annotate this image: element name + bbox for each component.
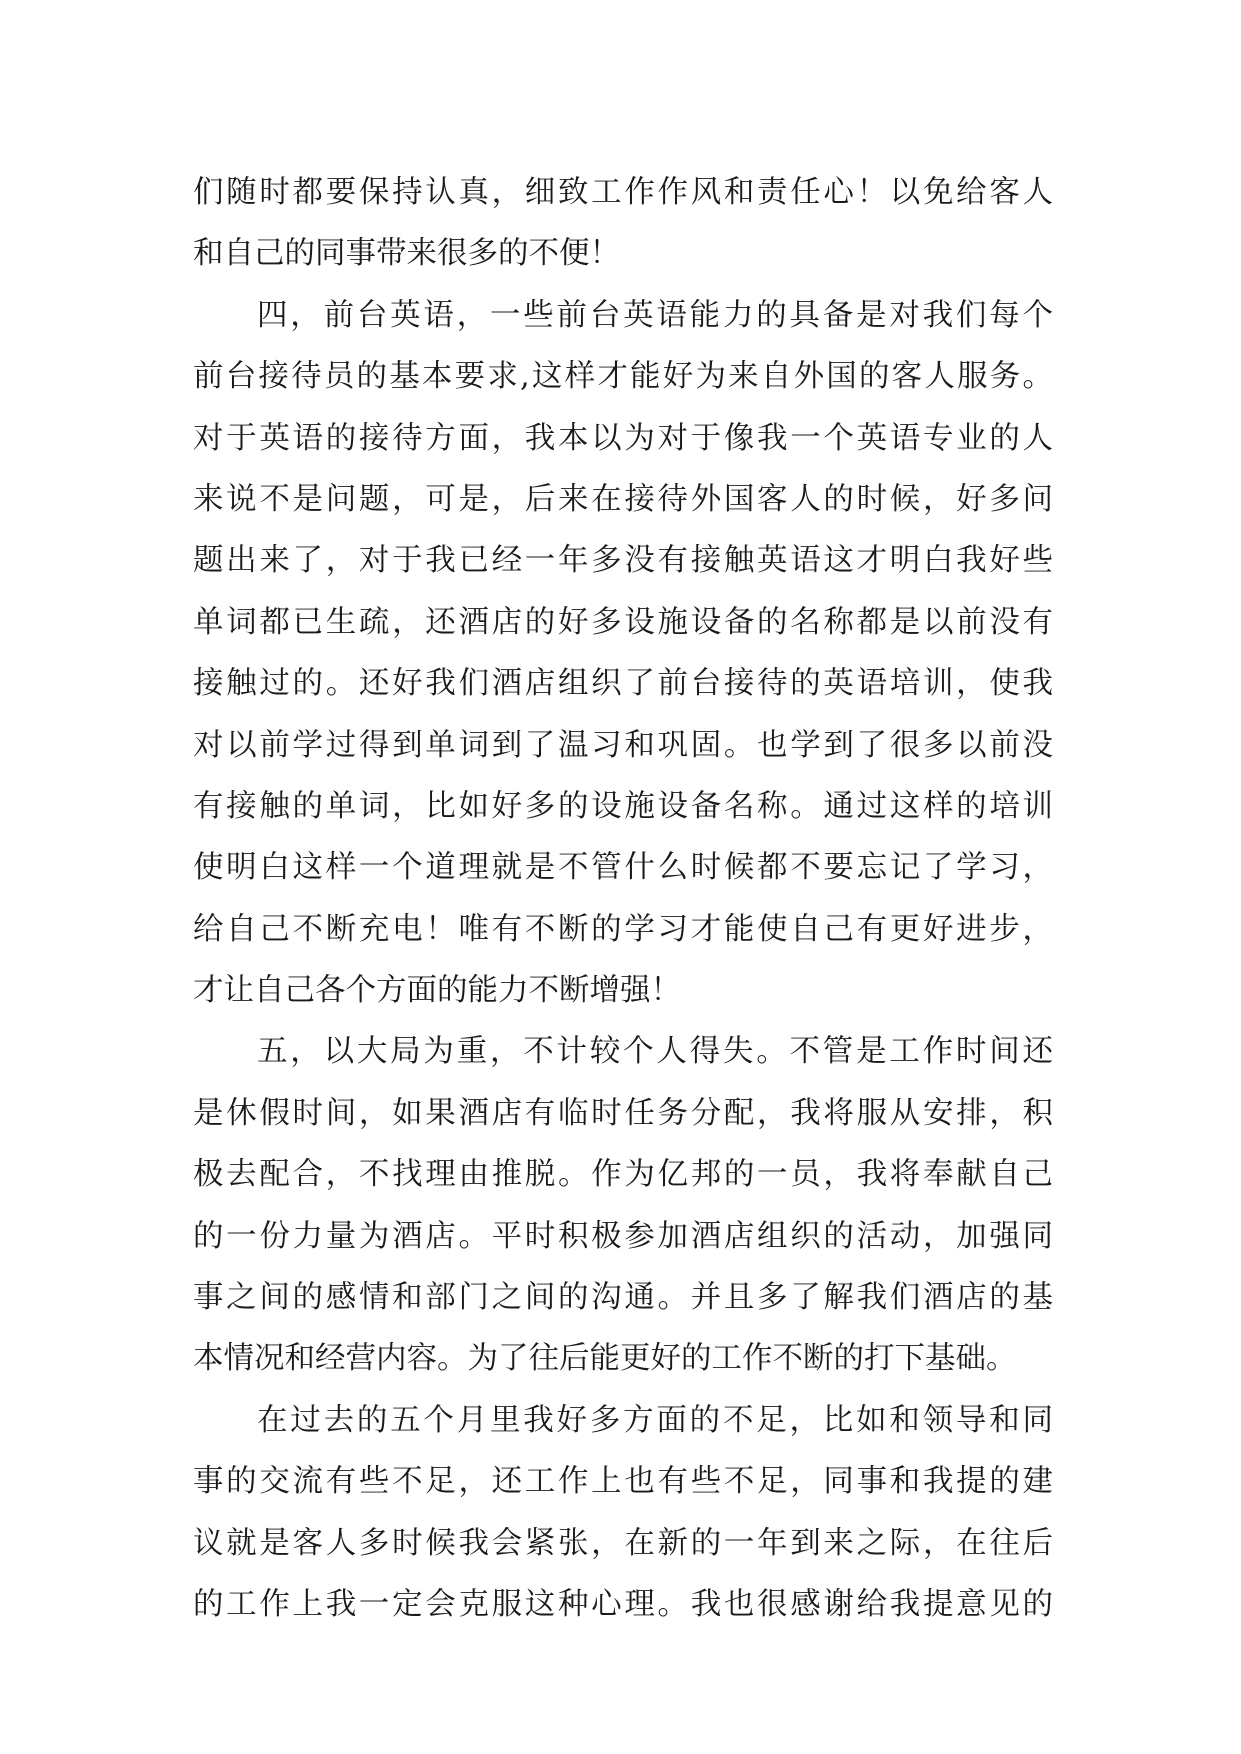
- text-line: 是休假时间，如果酒店有临时任务分配，我将服从安排，积: [193, 1095, 1053, 1131]
- paragraph-start-line: 四，前台英语，一些前台英语能力的具备是对我们每个: [257, 297, 1053, 333]
- text-line: 才让自己各个方面的能力不断增强！: [193, 973, 681, 1009]
- paragraph-start-line: 在过去的五个月里我好多方面的不足，比如和领导和同: [257, 1402, 1053, 1438]
- text-line: 们随时都要保持认真，细致工作作风和责任心！以免给客人: [193, 175, 1053, 210]
- body-text: [193, 162, 1053, 1635]
- text-line: 接触过的。还好我们酒店组织了前台接待的英语培训，使我: [193, 666, 1053, 702]
- text-line: 和自己的同事带来很多的不便！: [193, 236, 620, 272]
- text-line: 议就是客人多时候我会紧张，在新的一年到来之际，在往后: [193, 1525, 1053, 1561]
- text-line: 有接触的单词，比如好多的设施设备名称。通过这样的培训: [193, 788, 1053, 824]
- text-line: 事的交流有些不足，还工作上也有些不足，同事和我提的建: [193, 1464, 1053, 1500]
- text-line: 对以前学过得到单词到了温习和巩固。也学到了很多以前没: [193, 727, 1053, 763]
- text-line: 的一份力量为酒店。平时积极参加酒店组织的活动，加强同: [193, 1218, 1053, 1254]
- text-line: 前台接待员的基本要求,这样才能好为来自外国的客人服务。: [193, 359, 1053, 395]
- text-line: 事之间的感情和部门之间的沟通。并且多了解我们酒店的基: [193, 1280, 1053, 1316]
- text-line: 本情况和经营内容。为了往后能更好的工作不断的打下基础。: [193, 1341, 1017, 1377]
- text-line: 来说不是问题，可是，后来在接待外国客人的时候，好多问: [193, 481, 1053, 517]
- text-line: 对于英语的接待方面，我本以为对于像我一个英语专业的人: [193, 420, 1053, 456]
- paragraph-start-line: 五，以大局为重，不计较个人得失。不管是工作时间还: [257, 1034, 1053, 1070]
- text-line: 单词都已生疏，还酒店的好多设施设备的名称都是以前没有: [193, 604, 1053, 640]
- text-line: 极去配合，不找理由推脱。作为亿邦的一员，我将奉献自己: [193, 1157, 1053, 1193]
- text-line: 题出来了，对于我已经一年多没有接触英语这才明白我好些: [193, 543, 1053, 579]
- text-line: 给自己不断充电！唯有不断的学习才能使自己有更好进步，: [193, 911, 1053, 947]
- text-line: 使明白这样一个道理就是不管什么时候都不要忘记了学习，: [193, 850, 1053, 886]
- text-line: 的工作上我一定会克服这种心理。我也很感谢给我提意见的: [193, 1586, 1053, 1622]
